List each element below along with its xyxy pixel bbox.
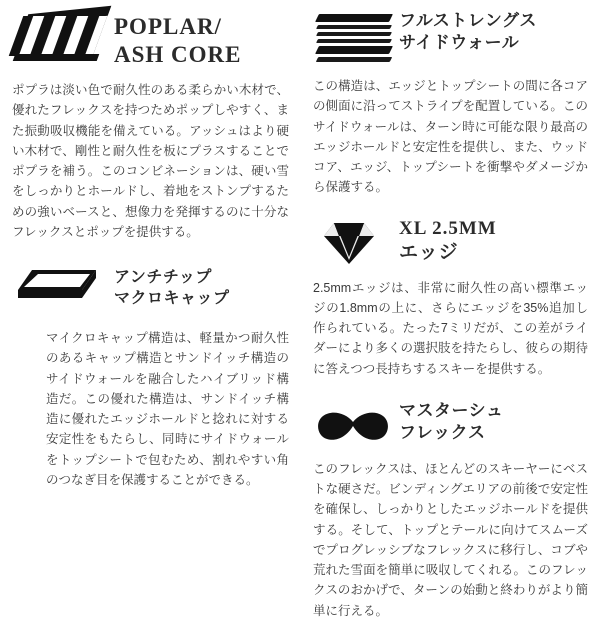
feature-title	[399, 400, 503, 444]
feature-title	[114, 268, 230, 310]
feature-header	[12, 10, 289, 72]
title-line: マクロキャップ	[114, 290, 230, 307]
feature-body: ポプラは淡い色で耐久性のある柔らかい木材で、優れたフレックスを持つためポップしやすく、また振動吸収機能を備えている。アッシュはより硬い木材で、剛性と耐久性を板にプラスすることでポプラを補う。このコンビネーションは、硬い雪をしっかりとホールドし、着地をストンプするための強いベースと、想像力を発揮するのに十分なフレックスとポップを提供する。	[12, 83, 289, 239]
feature-full-strength-sidewall	[311, 10, 588, 198]
title-line: フルストレングス	[399, 11, 537, 30]
feature-header	[311, 393, 588, 451]
feature-title	[399, 217, 497, 265]
striped-wood-core-icon	[12, 10, 104, 72]
moustache-icon	[311, 400, 389, 444]
feature-header	[311, 10, 588, 68]
feature-body: 2.5mmエッジは、非常に耐久性の高い標準エッジの1.8mmの上に、さらにエッジを35%追加し作られている。たった7ミリだが、この差がライダーにより多くの選択肢を持たらし、彼らの期待に答えつつ長持ちするスキーを提供する。	[313, 280, 589, 376]
diamond-icon	[311, 214, 389, 268]
title-line: エッジ	[399, 241, 459, 263]
title-line: POPLAR/	[114, 14, 222, 40]
title-line: XL 2.5MM	[399, 217, 497, 239]
title-line: アンチチップ	[114, 269, 212, 287]
feature-body: この構造は、エッジとトップシートの間に各コアの側面に沿ってストライプを配置している。このサイドウォールは、ターン時に可能な限り最高のエッジホールドと安定性を提供し、また、ウッドコア、エッジ、トップシートを衝撃やダメージから保護する。	[313, 79, 588, 195]
feature-header	[12, 258, 289, 320]
feature-title	[114, 13, 242, 68]
feature-xl-edge	[311, 212, 588, 379]
left-column	[12, 10, 293, 594]
right-column	[307, 10, 589, 618]
stacked-sheets-icon	[311, 12, 389, 66]
title-line: サイドウォール	[399, 33, 520, 53]
title-line: ASH CORE	[114, 42, 242, 67]
cap-construction-icon	[12, 258, 104, 320]
feature-anti-chip-macro-cap	[12, 258, 289, 490]
feature-master-shoe-flex	[311, 393, 588, 621]
title-line: フレックス	[399, 422, 486, 442]
feature-body: このフレックスは、ほとんどのスキーヤーにベストな硬さだ。ビンディングエリアの前後で安定性を確保し、しっかりとしたエッジホールドを提供する。そして、トップとテールに向けてスムーズでプログレッシブなフレックスに移行し、コブや荒れた雪面を簡単に吸収してくれる。このフレックスのおかげで、ターンの始動と終わりがより簡単に行える。	[313, 461, 588, 618]
feature-body: マイクロキャップ構造は、軽量かつ耐久性のあるキャップ構造とサンドイッチ構造のサイドウォールを融合したハイブリッド構造だ。この優れた構造は、サンドイッチ構造に優れたエッジホールドと捻れに対する安定性をもたらし、同時にサイドウォールをトップシートで包むため、割れやすい角のつなぎ目を保護することができる。	[46, 331, 289, 487]
feature-header	[311, 212, 588, 270]
title-line: マスターシュ	[399, 400, 504, 420]
feature-poplar-ash-core	[12, 10, 289, 242]
feature-title	[399, 10, 537, 54]
